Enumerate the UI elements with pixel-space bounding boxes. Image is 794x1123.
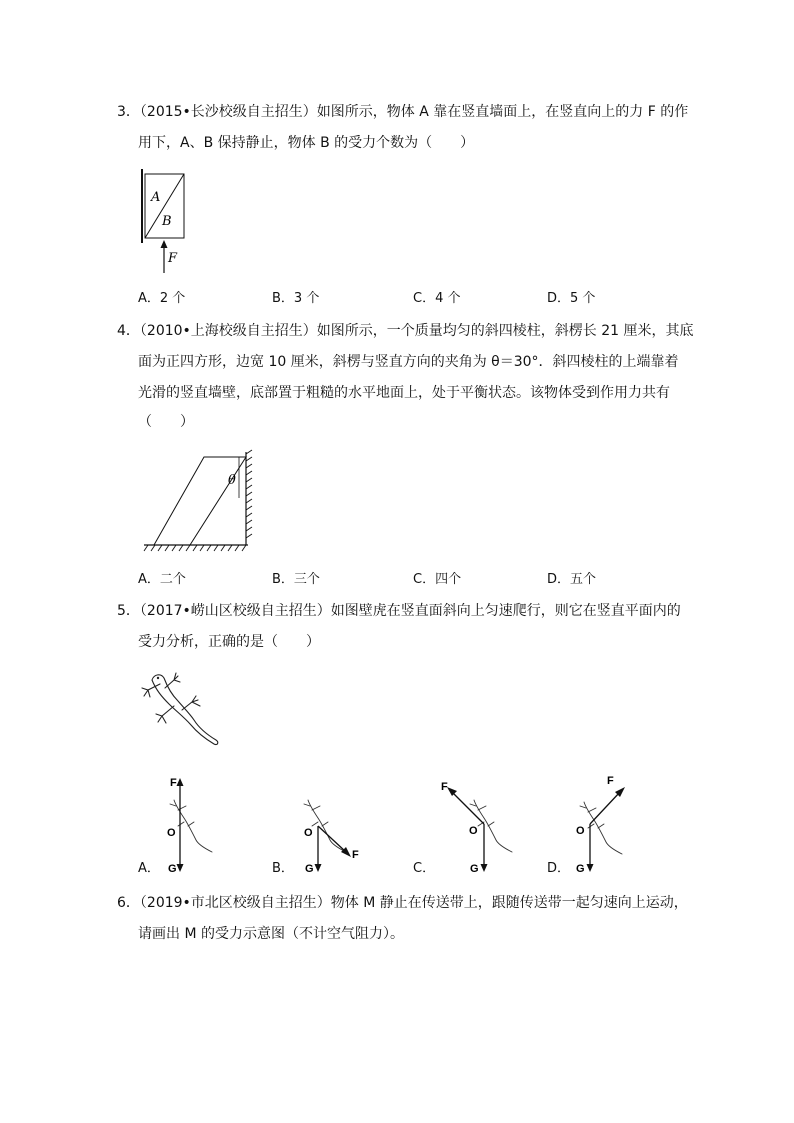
question-4-option-b[interactable]: B．三个 (272, 572, 320, 587)
question-6-line-2: 请画出 M 的受力示意图（不计空气阻力）。 (138, 926, 404, 942)
force-f-line (590, 792, 620, 824)
question-5-option-c[interactable]: C． (413, 861, 436, 876)
question-4-option-a[interactable]: A．二个 (138, 572, 186, 587)
question-6-line-1 (117, 893, 688, 913)
question-5-number: 5． (117, 603, 140, 619)
question-3-line-1 (117, 102, 688, 122)
label-o: O (304, 827, 313, 839)
question-5-option-d[interactable]: D． (547, 861, 571, 876)
gecko-body (152, 675, 218, 745)
label-o: O (576, 825, 585, 837)
question-6-number: 6． (117, 895, 140, 911)
force-g-arrowhead (587, 864, 594, 872)
question-3-number: 3． (117, 104, 140, 120)
question-5-option-b[interactable]: B． (272, 861, 294, 876)
label-a: A (151, 190, 161, 205)
option-a-diagram (160, 770, 220, 876)
question-5-line-2: 受力分析，正确的是（ ） (138, 634, 320, 650)
question-3-option-c[interactable]: C．4 个 (413, 291, 461, 306)
force-f-arrowhead (177, 778, 184, 786)
question-3-option-b[interactable]: B．3 个 (272, 291, 320, 306)
question-4-line-3: 光滑的竖直墙壁，底部置于粗糙的水平地面上，处于平衡状态。该物体受到作用力共有 (138, 385, 670, 401)
oblique-prism (154, 457, 246, 545)
option-d-diagram (570, 770, 650, 876)
force-f-line (318, 826, 346, 852)
force-g-arrowhead (481, 864, 488, 872)
label-f: F (441, 781, 448, 793)
small-gecko (580, 802, 622, 854)
question-3-stem: （2015•长沙校级自主招生）如图所示，物体 A 靠在竖直墙面上，在竖直向上的力 F 的作 (139, 104, 689, 120)
label-g: G (168, 863, 177, 875)
label-g: G (576, 863, 585, 875)
question-4-number: 4． (117, 323, 140, 339)
question-6-stem: （2019•市北区校级自主招生）物体 M 静止在传送带上，跟随传送带一起匀速向上运动， (139, 895, 688, 911)
label-f: F (170, 777, 177, 789)
label-f: F (168, 251, 178, 266)
gecko-illustration (136, 668, 226, 750)
question-4-figure (140, 448, 255, 556)
small-gecko (170, 800, 212, 852)
option-c-diagram (436, 776, 516, 876)
question-3-option-a[interactable]: A．2 个 (138, 291, 186, 306)
ground-hatching (144, 545, 246, 551)
gecko-front-right-leg (165, 673, 180, 688)
force-f-arrowhead (161, 240, 168, 248)
force-g-arrowhead (315, 864, 322, 872)
gecko-eye (157, 677, 159, 679)
small-gecko (304, 800, 346, 852)
question-5-option-a[interactable]: A． (138, 861, 160, 876)
label-g: G (305, 863, 314, 875)
question-4-line-2: 面为正四方形，边宽 10 厘米，斜楞与竖直方向的夹角为 θ＝30°．斜四棱柱的上端靠着 (138, 354, 679, 370)
question-4-stem: （2010•上海校级自主招生）如图所示，一个质量均匀的斜四棱柱，斜楞长 21 厘米，其底 (139, 323, 694, 339)
label-theta: θ (228, 473, 236, 488)
question-3-figure (136, 165, 196, 277)
gecko-back-left-leg (156, 706, 174, 723)
question-4-line-4: （ ） (138, 414, 194, 430)
label-o: O (167, 827, 176, 839)
force-f-line (452, 792, 484, 824)
question-4-option-c[interactable]: C．四个 (413, 572, 462, 587)
question-3-option-d[interactable]: D．5 个 (547, 291, 596, 306)
question-4-option-d[interactable]: D．五个 (547, 572, 597, 587)
label-b: B (162, 214, 172, 229)
label-g: G (470, 863, 479, 875)
force-g-arrowhead (177, 864, 184, 872)
question-4-line-1 (117, 321, 694, 341)
label-f: F (607, 775, 614, 787)
question-5-stem: （2017•崂山区校级自主招生）如图壁虎在竖直面斜向上匀速爬行，则它在竖直平面内的 (139, 603, 681, 619)
label-f: F (352, 849, 359, 861)
wall-hatching (246, 450, 252, 538)
gecko-back-right-leg (182, 696, 200, 710)
question-5-line-1 (117, 601, 681, 621)
option-b-diagram (296, 790, 366, 876)
label-o: O (469, 825, 478, 837)
question-3-line-2: 用下，A、B 保持静止，物体 B 的受力个数为（ ） (138, 135, 475, 151)
